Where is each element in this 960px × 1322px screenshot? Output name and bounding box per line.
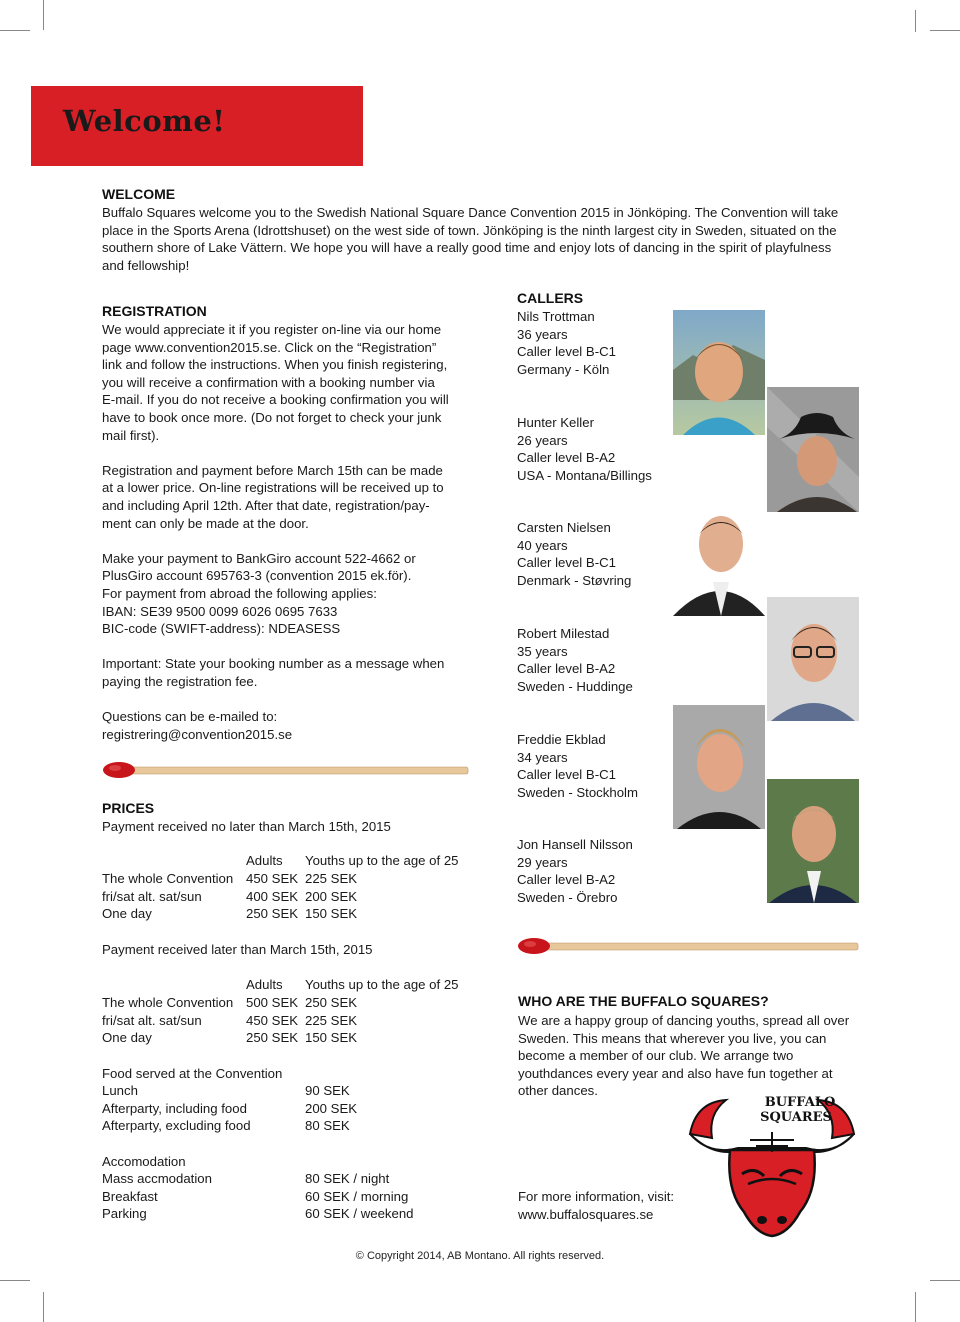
price-cell-label: Afterparty, including food (102, 1100, 247, 1116)
caller-entry (517, 836, 633, 906)
food-title: Food served at the Convention (102, 1066, 283, 1081)
price-cell-label: Mass accmodation (102, 1171, 212, 1186)
price-cell-youths: 150 SEK (305, 906, 358, 922)
price-cell-label: Breakfast (102, 1188, 158, 1204)
price-cell-price: 80 SEK / night (305, 1171, 390, 1186)
price-cell-adults: 250 SEK (246, 1030, 299, 1046)
price-cell-youths: 200 SEK (305, 888, 358, 904)
registration-line: We would appreciate it if you register on-line via our home (102, 322, 442, 337)
registration-line: Questions can be e-mailed to: (102, 709, 278, 725)
price-cell-adults: 500 SEK (246, 995, 299, 1010)
caller-photo-hunter (767, 387, 859, 512)
col-youths: Youths up to the age of 25 (305, 853, 459, 868)
who-line: We are a happy group of dancing youths, spread all over (518, 1013, 850, 1028)
caller-photo-robert (767, 597, 859, 721)
col-adults: Adults (246, 853, 283, 868)
caller-level: Caller level B-C1 (517, 767, 616, 783)
caller-name: Carsten Nielsen (517, 520, 611, 535)
caller-level: Caller level B-A2 (517, 872, 616, 888)
caller-location: USA - Montana/Billings (517, 467, 652, 483)
price-cell-label: One day (102, 1030, 152, 1046)
price-cell-price: 60 SEK / weekend (305, 1206, 414, 1222)
caller-photo-freddie (673, 705, 765, 829)
registration-line: E-mail. If you do not receive a booking confirmation you will (102, 392, 449, 408)
crop-mark (930, 1280, 960, 1281)
price-cell-adults: 250 SEK (246, 906, 299, 922)
caller-location: Denmark - Støvring (517, 572, 632, 588)
registration-line: PlusGiro account 695763-3 (convention 2015 ek.för). (102, 568, 412, 584)
crop-mark (0, 30, 30, 31)
col-youths: Youths up to the age of 25 (305, 977, 459, 992)
registration-heading: REGISTRATION (102, 303, 207, 319)
price-cell-youths: 250 SEK (305, 995, 358, 1010)
caller-name: Jon Hansell Nilsson (517, 837, 633, 852)
registration-line: paying the registration fee. (102, 673, 258, 689)
caller-age: 34 years (517, 749, 568, 765)
caller-location: Sweden - Huddinge (517, 678, 633, 694)
prices-heading: PRICES (102, 800, 155, 816)
price-cell-youths: 225 SEK (305, 1012, 358, 1028)
welcome-line: and fellowship! (102, 257, 190, 273)
crop-mark (43, 0, 44, 30)
who-line: Sweden. This means that wherever you live, you can (518, 1030, 827, 1046)
crop-mark (915, 10, 916, 32)
caller-level: Caller level B-C1 (517, 344, 616, 360)
caller-level: Caller level B-A2 (517, 450, 616, 466)
registration-line: and including April 12th. After that date, registration/pay- (102, 497, 430, 513)
registration-line: you will receive a confirmation with a booking number via (102, 374, 435, 390)
logo-text-buffalo: BUFFALO (764, 1095, 836, 1110)
welcome-banner (31, 86, 363, 166)
caller-age: 26 years (517, 432, 568, 448)
caller-age: 36 years (517, 326, 568, 342)
price-cell-label: Lunch (102, 1083, 138, 1098)
price-cell-label: fri/sat alt. sat/sun (102, 888, 202, 904)
price-cell-adults: 450 SEK (246, 871, 299, 886)
caller-location: Sweden - Örebro (517, 889, 618, 905)
price-cell-label: fri/sat alt. sat/sun (102, 1012, 202, 1028)
caller-photo-nils (673, 310, 765, 435)
price-cell-price: 200 SEK (305, 1100, 358, 1116)
who-text (518, 1012, 868, 1100)
caller-location: Sweden - Stockholm (517, 784, 638, 800)
welcome-line: southern shore of Lake Vättern. We hope you will have a really good time and enjoy lots of dancing in the spirit of playfulness (102, 240, 832, 256)
welcome-line: Buffalo Squares welcome you to the Swedish National Square Dance Convention 2015 in Jönköping. The Convention will take (102, 205, 839, 220)
prices-early-title: Payment received no later than March 15th, 2015 (102, 819, 391, 834)
caller-photo-carsten (673, 500, 765, 616)
price-cell-youths: 225 SEK (305, 871, 358, 886)
more-info-label: For more information, visit: (518, 1189, 675, 1204)
price-cell-label: Afterparty, excluding food (102, 1118, 251, 1134)
price-cell-label: One day (102, 906, 152, 922)
registration-line: IBAN: SE39 9500 0099 6026 0695 7633 (102, 603, 338, 619)
caller-level: Caller level B-A2 (517, 661, 616, 677)
caller-location: Germany - Köln (517, 361, 610, 377)
price-cell-label: The whole Convention (102, 871, 234, 886)
caller-entry (517, 519, 631, 589)
registration-line: Registration and payment before March 15th can be made (102, 462, 443, 478)
registration-line: link and follow the instructions. When you finish registering, (102, 357, 448, 373)
prices-late-title: Payment received later than March 15th, 2015 (102, 942, 373, 957)
registration-line (102, 638, 482, 656)
price-cell-adults: 450 SEK (246, 1012, 299, 1028)
registration-line (102, 444, 482, 462)
welcome-line: place in the Sports Arena (Idrottshuset) on the west side of town. Jönköping is the ninth largest city in Sweden, situated on the (102, 222, 837, 238)
who-line: become a member of our club. We arrange two (518, 1048, 794, 1064)
who-line: youthdances every year and also have fun together at (518, 1065, 833, 1081)
price-cell-price: 80 SEK (305, 1118, 350, 1134)
registration-line: registrering@convention2015.se (102, 726, 293, 742)
price-cell-label: The whole Convention (102, 995, 234, 1010)
caller-entry (517, 308, 616, 378)
caller-age: 29 years (517, 854, 568, 870)
caller-level: Caller level B-C1 (517, 555, 616, 571)
price-cell-youths: 150 SEK (305, 1030, 358, 1046)
caller-age: 35 years (517, 643, 568, 659)
registration-line: BIC-code (SWIFT-address): NDEASESS (102, 621, 341, 637)
caller-name: Hunter Keller (517, 415, 594, 430)
caller-name: Nils Trottman (517, 309, 595, 324)
registration-line: ment can only be made at the door. (102, 515, 309, 531)
col-adults: Adults (246, 977, 283, 992)
caller-name: Freddie Ekblad (517, 732, 606, 747)
caller-entry (517, 625, 633, 695)
caller-entry (517, 414, 652, 484)
crop-mark (915, 1292, 916, 1322)
registration-line: Important: State your booking number as a message when (102, 656, 445, 672)
price-cell-label: Parking (102, 1206, 147, 1222)
who-line: other dances. (518, 1083, 598, 1099)
price-cell-price: 90 SEK (305, 1083, 350, 1098)
caller-age: 40 years (517, 537, 568, 553)
registration-text (102, 321, 482, 743)
more-info-url[interactable]: www.buffalosquares.se (518, 1207, 654, 1222)
registration-line: at a lower price. On-line registrations will be received up to (102, 480, 444, 496)
registration-line (102, 532, 482, 550)
logo-text-squares: SQUARES (760, 1110, 832, 1125)
caller-photo-jon (767, 779, 859, 903)
buffalo-squares-logo (686, 1094, 858, 1242)
match-divider (517, 936, 860, 956)
price-cell-price: 60 SEK / morning (305, 1188, 409, 1204)
crop-mark (0, 1280, 30, 1281)
who-heading: WHO ARE THE BUFFALO SQUARES? (518, 993, 769, 1009)
registration-line (102, 690, 482, 708)
registration-line: have to book once more. (Do not forget to check your junk (102, 409, 442, 425)
crop-mark (43, 1292, 44, 1322)
copyright-footer: © Copyright 2014, AB Montano. All rights reserved. (355, 1250, 605, 1262)
accom-title: Accomodation (102, 1154, 186, 1169)
caller-name: Robert Milestad (517, 626, 610, 641)
crop-mark (930, 30, 960, 31)
banner-title: Welcome! (63, 104, 226, 138)
registration-line: For payment from abroad the following applies: (102, 585, 377, 601)
welcome-text (102, 204, 862, 274)
match-divider (102, 760, 470, 780)
caller-entry (517, 731, 638, 801)
welcome-heading: WELCOME (102, 186, 176, 202)
price-cell-adults: 400 SEK (246, 888, 299, 904)
registration-line: Make your payment to BankGiro account 522-4662 or (102, 550, 416, 566)
callers-heading: CALLERS (517, 290, 584, 306)
registration-line: page www.convention2015.se. Click on the “Registration” (102, 339, 437, 355)
registration-line: mail first). (102, 427, 160, 443)
